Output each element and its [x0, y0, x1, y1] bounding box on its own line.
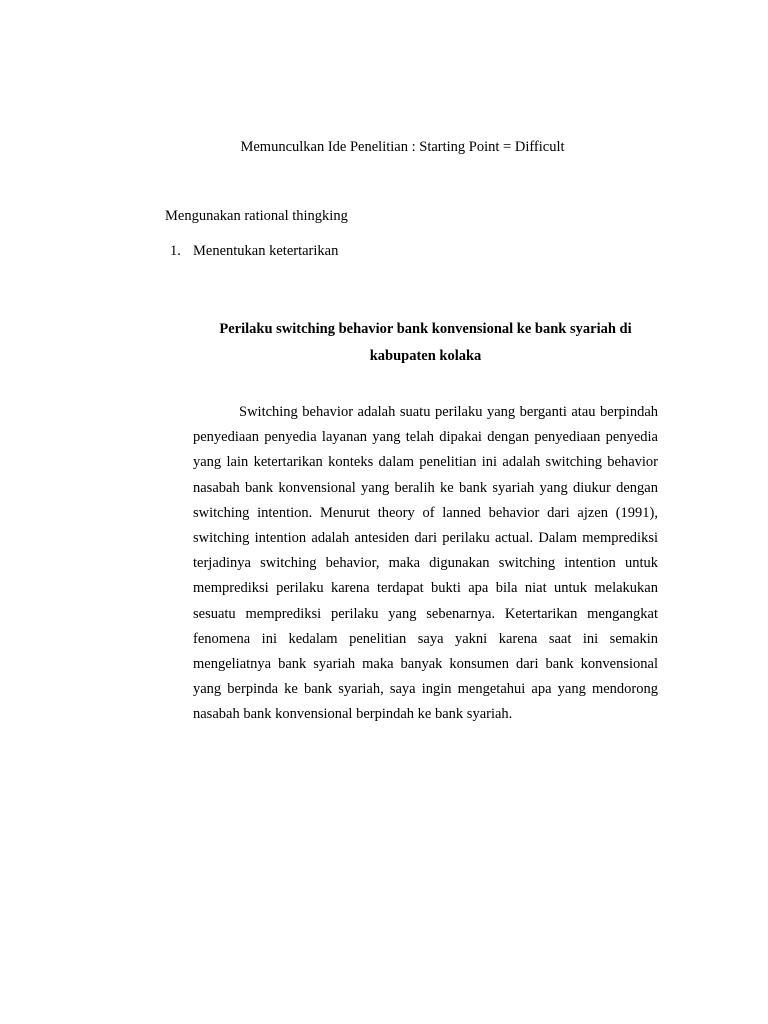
list-item: [170, 241, 338, 261]
intro-line: Mengunakan rational thingking: [165, 208, 348, 224]
section-heading: Perilaku switching behavior bank konvensional ke bank syariah di kabupaten kolaka: [219, 321, 632, 364]
list-item-number: 1.: [170, 243, 181, 259]
document-title: Memunculkan Ide Penelitian : Starting Point = Difficult: [240, 139, 565, 155]
body-paragraph: Switching behavior adalah suatu perilaku yang berganti atau berpindah penyediaan penyedia layanan yang telah dipakai dengan penyediaan penyedia yang lain ketertarikan konteks dalam penelitian ini adalah switching behavior nasabah bank konvensional yang beralih ke bank syariah yang diukur dengan switching intention. Menurut theory of lanned behavior dari ajzen (1991), switching intention adalah antesiden dari perilaku actual. Dalam memprediksi terjadinya switching behavior, maka digunakan switching intention untuk memprediksi perilaku karena terdapat bukti apa bila niat untuk melakukan sesuatu memprediksi perilaku yang sebenarnya. Ketertarikan mengangkat fenomena ini kedalam penelitian saya yakni karena saat ini semakin mengeliatnya bank syariah maka banyak konsumen dari bank konvensional yang berpinda ke bank syariah, saya ingin mengetahui apa yang mendorong nasabah bank konvensional berpindah ke bank syariah.: [193, 404, 658, 723]
numbered-list: [170, 241, 338, 261]
list-item-text: Menentukan ketertarikan: [193, 243, 339, 259]
